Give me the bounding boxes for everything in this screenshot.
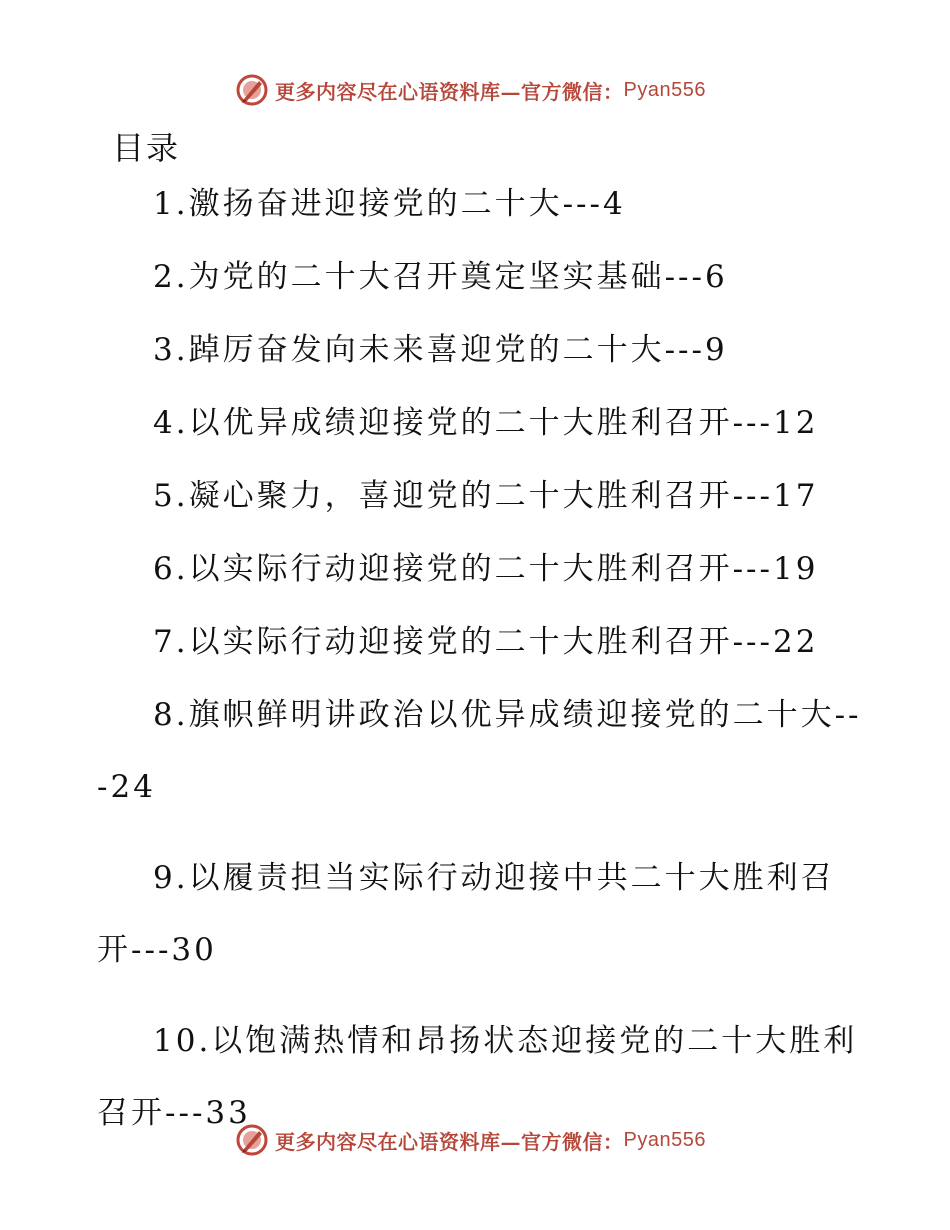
watermark-wechat-id: Pyan556 bbox=[623, 1128, 706, 1151]
footer-watermark bbox=[235, 1122, 706, 1158]
toc-item: 6.以实际行动迎接党的二十大胜利召开---19 bbox=[153, 551, 819, 587]
pen-logo-icon bbox=[235, 1123, 269, 1157]
pen-logo-icon bbox=[235, 73, 269, 107]
toc-item: 10.以饱满热情和昂扬状态迎接党的二十大胜利召开---33 bbox=[97, 1023, 858, 1131]
toc-item: 5.凝心聚力，喜迎党的二十大胜利召开---17 bbox=[153, 478, 819, 514]
toc-item: 3.踔厉奋发向未来喜迎党的二十大---9 bbox=[153, 332, 728, 368]
watermark-wechat-id: Pyan556 bbox=[623, 78, 706, 101]
toc-item: 1.激扬奋进迎接党的二十大---4 bbox=[153, 186, 626, 222]
toc-item: 2.为党的二十大召开奠定坚实基础---6 bbox=[153, 259, 728, 295]
watermark-text: 更多内容尽在心语资料库—官方微信： bbox=[275, 79, 624, 104]
watermark-text: 更多内容尽在心语资料库—官方微信： bbox=[275, 1129, 624, 1154]
toc-item: 4.以优异成绩迎接党的二十大胜利召开---12 bbox=[153, 405, 819, 441]
header-watermark bbox=[235, 72, 706, 108]
toc-item: 8.旗帜鲜明讲政治以优异成绩迎接党的二十大---24 bbox=[97, 697, 862, 805]
toc-title: 目录 bbox=[112, 129, 181, 167]
toc-list bbox=[97, 186, 867, 1167]
toc-item: 9.以履责担当实际行动迎接中共二十大胜利召开---30 bbox=[97, 860, 835, 968]
toc-item: 7.以实际行动迎接党的二十大胜利召开---22 bbox=[153, 624, 819, 660]
